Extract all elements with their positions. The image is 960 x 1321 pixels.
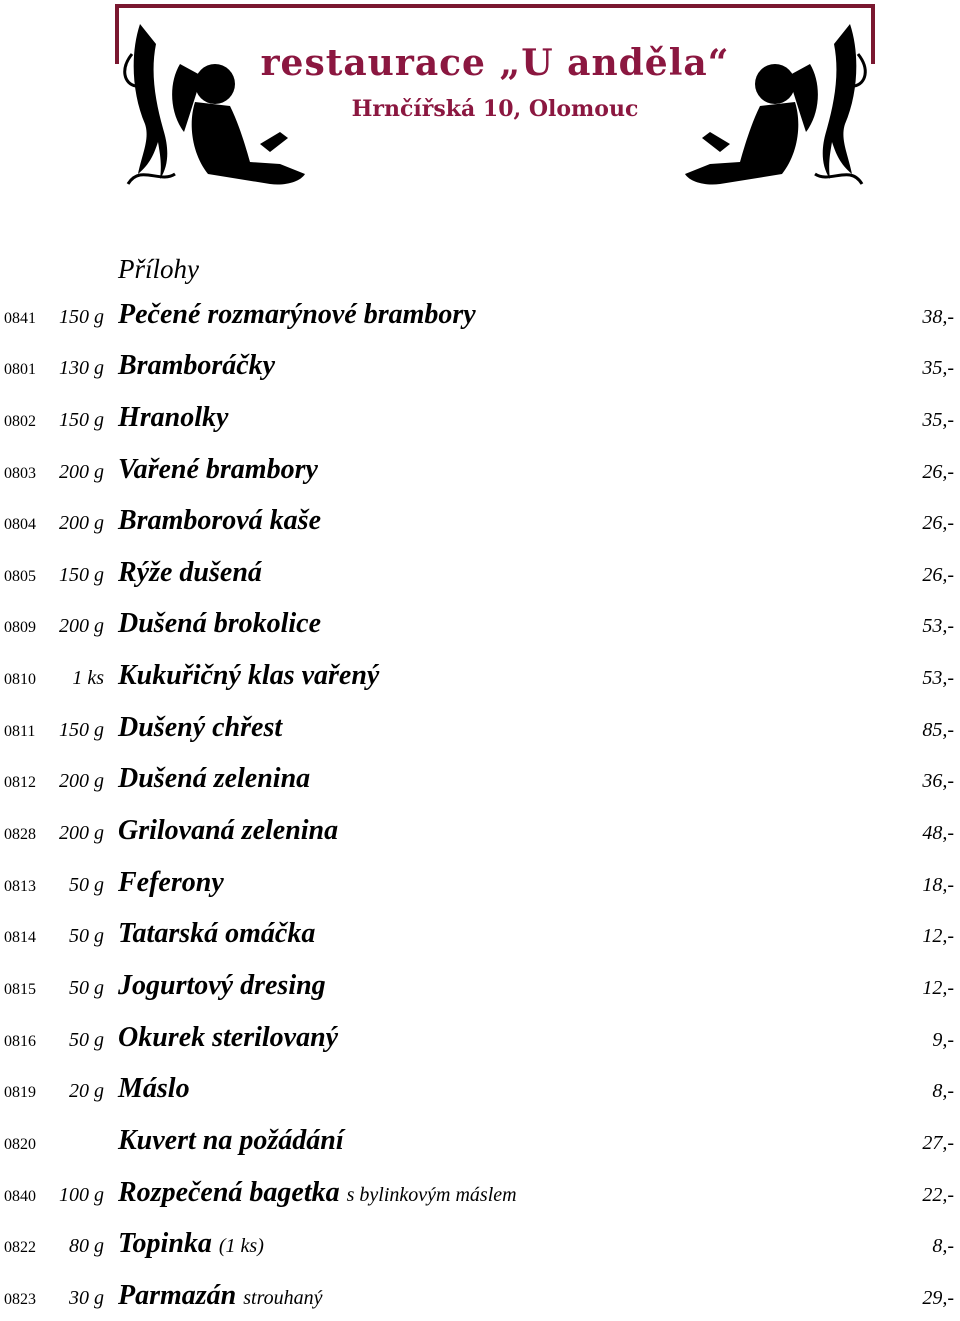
item-price: 38,-: [922, 305, 954, 328]
item-price: 26,-: [922, 512, 954, 535]
menu-item-row: [0, 856, 960, 908]
item-code: 0813: [4, 877, 36, 895]
item-code: 0819: [4, 1084, 36, 1102]
item-price: 12,-: [922, 925, 954, 948]
item-note: strouhaný: [243, 1286, 323, 1309]
item-code: 0801: [4, 361, 36, 379]
item-name-text: Kukuřičný klas vařený: [118, 660, 380, 692]
item-name-text: Topinka: [118, 1228, 212, 1260]
item-name-text: Pečené rozmarýnové brambory: [118, 298, 476, 330]
item-name: [118, 970, 326, 1002]
item-weight: 150 g: [59, 305, 104, 328]
menu-item-row: [0, 1166, 960, 1218]
item-name: [118, 402, 228, 434]
restaurant-name: restaurace „U anděla“: [260, 42, 730, 84]
item-note: (1 ks): [218, 1235, 264, 1258]
item-weight: 200 g: [59, 460, 104, 483]
item-weight: 200 g: [59, 512, 104, 535]
item-name: [118, 299, 476, 331]
menu-item-row: [0, 288, 960, 340]
item-name: [118, 1280, 323, 1312]
menu-item-row: [0, 443, 960, 495]
item-price: 12,-: [922, 976, 954, 999]
menu-item-row: [0, 701, 960, 753]
menu-item-row: [0, 804, 960, 856]
item-weight: 80 g: [69, 1235, 104, 1258]
item-code: 0804: [4, 516, 36, 534]
item-price: 53,-: [922, 667, 954, 690]
item-name-text: Grilovaná zelenina: [118, 815, 339, 847]
item-name-text: Parmazán: [118, 1279, 237, 1311]
item-code: 0812: [4, 774, 36, 792]
menu-item-row: [0, 340, 960, 392]
item-weight: 50 g: [69, 976, 104, 999]
item-code: 0814: [4, 929, 36, 947]
menu-item-row: [0, 391, 960, 443]
item-price: 26,-: [922, 460, 954, 483]
item-weight: 50 g: [69, 1028, 104, 1051]
menu-item-row: [0, 598, 960, 650]
item-name: [118, 1125, 344, 1157]
item-code: 0820: [4, 1135, 36, 1153]
item-weight: 100 g: [59, 1183, 104, 1206]
item-name-text: Bramboráčky: [118, 350, 276, 382]
item-name: [118, 712, 282, 744]
item-price: 22,-: [922, 1183, 954, 1206]
item-code: 0815: [4, 980, 36, 998]
item-name-text: Bramborová kaše: [118, 505, 321, 537]
item-price: 48,-: [922, 822, 954, 845]
item-code: 0810: [4, 671, 36, 689]
item-name: [118, 660, 379, 692]
item-weight: 150 g: [59, 408, 104, 431]
item-name: [118, 763, 310, 795]
menu-item-row: [0, 1114, 960, 1166]
item-name-text: Hranolky: [118, 401, 229, 433]
item-weight: 1 ks: [72, 667, 104, 690]
menu-item-row: [0, 495, 960, 547]
item-name-text: Dušený chřest: [118, 711, 283, 743]
item-weight: 150 g: [59, 563, 104, 586]
item-price: 8,-: [932, 1080, 954, 1103]
item-name: [118, 1022, 338, 1054]
item-weight: 200 g: [59, 770, 104, 793]
item-name-text: Jogurtový dresing: [118, 969, 326, 1001]
item-name: [118, 505, 321, 537]
item-note: s bylinkovým máslem: [346, 1183, 517, 1206]
item-code: 0816: [4, 1032, 36, 1050]
menu-item-row: [0, 1063, 960, 1115]
item-price: 53,-: [922, 615, 954, 638]
item-weight: 50 g: [69, 925, 104, 948]
item-name-text: Okurek sterilovaný: [118, 1021, 339, 1053]
item-price: 35,-: [922, 357, 954, 380]
item-name: [118, 815, 338, 847]
item-weight: 30 g: [69, 1286, 104, 1309]
item-name: [118, 557, 262, 589]
menu-item-row: [0, 753, 960, 805]
item-name-text: Feferony: [118, 866, 224, 898]
item-name-text: Dušená brokolice: [118, 608, 321, 640]
menu-item-row: [0, 1218, 960, 1270]
section-title: Přílohy: [118, 254, 199, 284]
item-code: 0823: [4, 1290, 36, 1308]
item-name: [118, 1228, 264, 1260]
item-code: 0841: [4, 309, 36, 327]
menu-item-row: [0, 959, 960, 1011]
menu-list: [0, 288, 960, 1321]
item-code: 0802: [4, 412, 36, 430]
item-price: 85,-: [922, 718, 954, 741]
item-name-text: Máslo: [118, 1073, 190, 1105]
item-name: [118, 350, 275, 382]
item-price: 18,-: [922, 873, 954, 896]
item-code: 0803: [4, 464, 36, 482]
item-price: 9,-: [932, 1028, 954, 1051]
menu-item-row: [0, 649, 960, 701]
item-name-text: Rýže dušená: [118, 556, 262, 588]
item-name-text: Kuvert na požádání: [118, 1124, 344, 1156]
item-weight: 200 g: [59, 822, 104, 845]
item-name-text: Dušená zelenina: [118, 763, 311, 795]
item-price: 29,-: [922, 1286, 954, 1309]
item-price: 26,-: [922, 563, 954, 586]
item-name-text: Rozpečená bagetka: [118, 1176, 340, 1208]
item-name: [118, 454, 318, 486]
item-name: [118, 608, 321, 640]
item-code: 0828: [4, 826, 36, 844]
item-price: 36,-: [922, 770, 954, 793]
item-code: 0840: [4, 1187, 36, 1205]
item-weight: 20 g: [69, 1080, 104, 1103]
item-name: [118, 867, 224, 899]
item-weight: 200 g: [59, 615, 104, 638]
restaurant-address: Hrnčířská 10, Olomouc: [351, 96, 639, 122]
menu-item-row: [0, 1011, 960, 1063]
item-price: 35,-: [922, 408, 954, 431]
menu-item-row: [0, 908, 960, 960]
item-weight: 50 g: [69, 873, 104, 896]
item-weight: 150 g: [59, 718, 104, 741]
menu-item-row: [0, 546, 960, 598]
item-code: 0805: [4, 567, 36, 585]
item-code: 0822: [4, 1239, 36, 1257]
item-name: [118, 1073, 190, 1105]
item-weight: 130 g: [59, 357, 104, 380]
restaurant-header: [115, 4, 875, 194]
item-price: 27,-: [922, 1131, 954, 1154]
menu-item-row: [0, 1269, 960, 1321]
item-name-text: Vařené brambory: [118, 453, 318, 485]
item-price: 8,-: [932, 1235, 954, 1258]
header-frame-top: [115, 4, 875, 8]
item-code: 0811: [4, 722, 36, 740]
item-name: [118, 918, 315, 950]
item-name-text: Tatarská omáčka: [118, 918, 316, 950]
item-name: [118, 1177, 517, 1209]
item-code: 0809: [4, 619, 36, 637]
